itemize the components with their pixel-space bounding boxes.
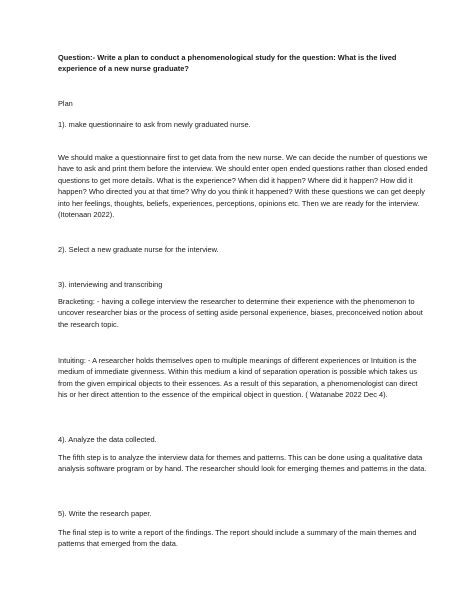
step-2-title: 2). Select a new graduate nurse for the interview. bbox=[58, 245, 219, 254]
step-4-body: The fifth step is to analyze the interview data for themes and patterns. This can be done using a qualitative data analysis software program or by hand. The researcher should look for emerging themes and patterns in the data. bbox=[58, 453, 427, 474]
step-3-intuiting: Intuiting: - A researcher holds themselves open to multiple meanings of different experiences or Intuition is the medium of immediate givenness. Within this medium a kind of separation operation is possible which takes us from the given empirical objects to their essences. As a result of this separation, a phenomenologist can direct his or her direct attention to the essence of the empirical object in question. ( Watanabe 2022 Dec 4). bbox=[58, 356, 418, 400]
step-1-title: 1). make questionnaire to ask from newly graduated nurse. bbox=[58, 120, 251, 129]
step-3-bracketing: Bracketing: - having a college interview the researcher to determine their experience with the phenomenon to uncover researcher bias or the process of setting aside personal experience, biases, preconceived notion about the research topic. bbox=[58, 297, 423, 329]
step-1-body: We should make a questionnaire first to get data from the new nurse. We can decide the number of questions we have to ask and print them before the interview. We should enter open ended questions rather than closed ended questions to get more details. What is the experience? When did it happen? Where did it happen? How did it happen? Who directed you at that time? Why do you think it happened? With these questions we can get deeply into her feelings, thoughts, beliefs, experiences, perceptions, opinions etc. Then we are ready for the interview. (Itotenaan 2022). bbox=[58, 153, 428, 220]
plan-heading: Plan bbox=[58, 99, 73, 108]
step-5-body: The final step is to write a report of the findings. The report should include a summary of the main themes and patterns that emerged from the data. bbox=[58, 528, 417, 549]
step-4-title: 4). Analyze the data collected. bbox=[58, 435, 157, 444]
step-5-title: 5). Write the research paper. bbox=[58, 509, 152, 518]
step-3-title: 3). interviewing and transcribing bbox=[58, 280, 163, 289]
question-heading: Question:- Write a plan to conduct a phenomenological study for the question: What is the lived experience of a new nurse graduate? bbox=[58, 53, 397, 74]
